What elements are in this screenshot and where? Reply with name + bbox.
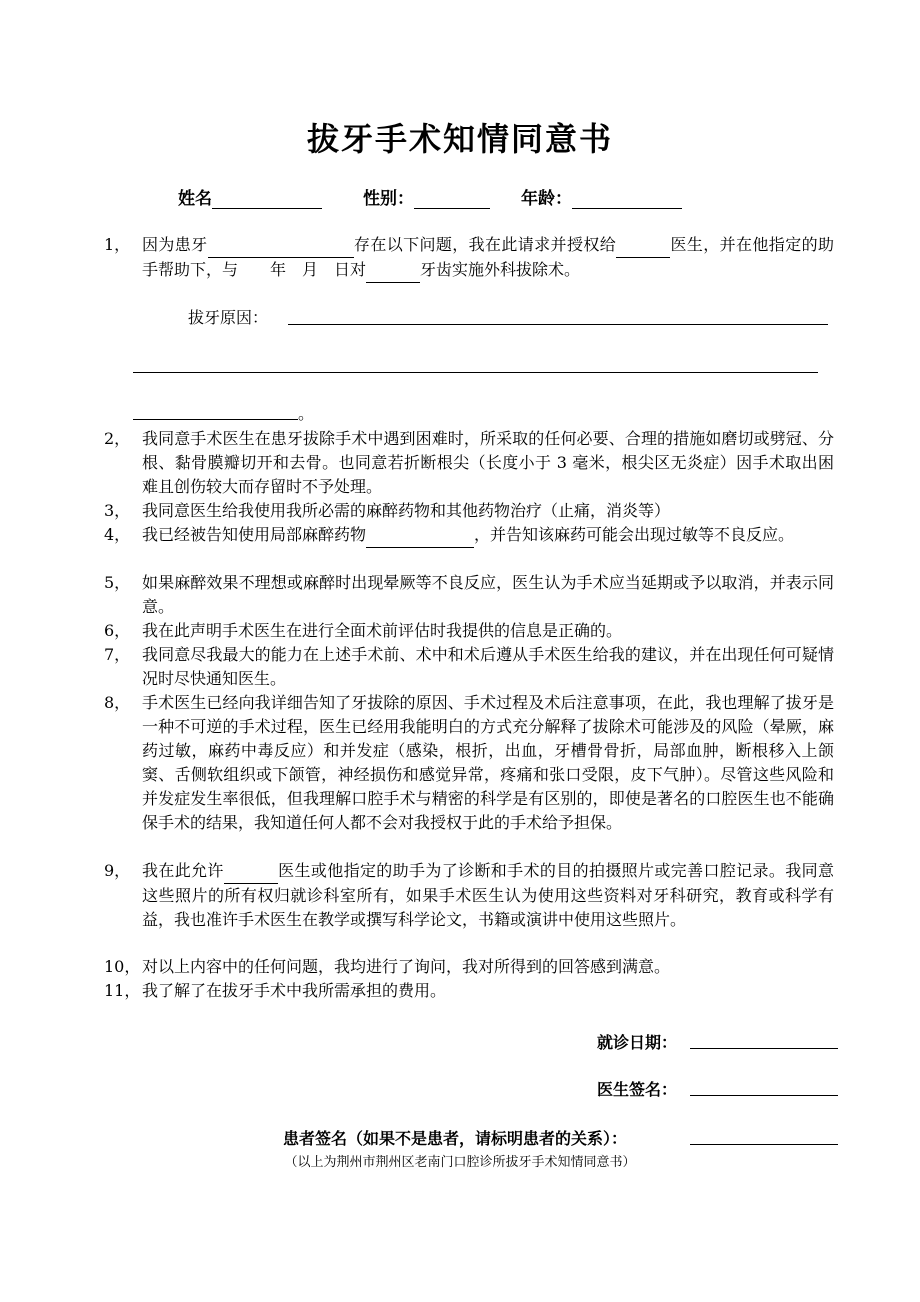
clause-5 <box>104 571 834 619</box>
clause-text: 存在以下问题，我在此请求并授权给 <box>353 235 617 254</box>
visit-date-field[interactable] <box>690 1048 838 1049</box>
clause-text: 对以上内容中的任何问题，我均进行了询问，我对所得到的回答感到满意。 <box>142 957 671 976</box>
clause-2 <box>104 427 834 499</box>
clause-text: 我同意手术医生在患牙拔除手术中遇到困难时，所采取的任何必要、合理的措施如磨切或劈冠、分根、黏骨膜瓣切开和去骨。也同意若折断根尖（长度小于 3 毫米，根尖区无炎症）因手术取出困难且创伤较大而存留时不予处理。 <box>142 429 834 496</box>
clause-number: 1， <box>104 235 131 254</box>
visit-date-row <box>597 1030 677 1053</box>
age-row <box>521 184 682 209</box>
doctor-signature-label: 医生签名： <box>597 1080 678 1099</box>
age-field[interactable] <box>572 190 682 209</box>
clause-text: 我已经被告知使用局部麻醉药物 <box>142 525 367 544</box>
gender-field[interactable] <box>414 190 490 209</box>
clause-number: 9， <box>104 861 131 880</box>
visit-date-label: 就诊日期： <box>597 1033 678 1052</box>
anesthetic-field[interactable] <box>366 523 474 548</box>
doctor-signature-field[interactable] <box>690 1095 838 1096</box>
clause-number: 2， <box>104 429 131 448</box>
clause-text: 手术医生已经向我详细告知了牙拔除的原因、手术过程及术后注意事项，在此，我也理解了拔牙是一种不可逆的手术过程，医生已经用我能明白的方式充分解释了拔除术可能涉及的风险（晕厥，麻药过敏，麻药中毒反应）和并发症（感染，根折，出血，牙槽骨骨折，局部血肿，断根移入上颌窦、舌侧软组织或下颌管，神经损伤和感觉异常，疼痛和张口受限，皮下气肿）。尽管这些风险和并发症发生率很低，但我理解口腔手术与精密的科学是有区别的，即使是著名的口腔医生也不能确保手术的结果，我知道任何人都不会对我授权于此的手术给予担保。 <box>142 693 834 832</box>
reason-line-2[interactable] <box>133 372 818 373</box>
doctor-field[interactable] <box>616 233 670 258</box>
clause-text: 我在此声明手术医生在进行全面术前评估时我提供的信息是正确的。 <box>142 621 623 640</box>
clause-7 <box>104 643 834 691</box>
reason-line-1[interactable] <box>288 324 828 325</box>
footer-note: （以上为荆州市荆州区老南门口腔诊所拔牙手术知情同意书） <box>284 1155 636 1170</box>
clause-number: 7， <box>104 645 131 664</box>
clause-number: 3， <box>104 501 131 520</box>
patient-signature-field[interactable] <box>690 1144 838 1145</box>
age-label: 年龄： <box>521 189 572 209</box>
clause-number: 8， <box>104 693 131 712</box>
clause-6 <box>104 619 834 643</box>
patient-signature-label: 患者签名（如果不是患者，请标明患者的关系）： <box>283 1129 628 1148</box>
reason-line-3[interactable] <box>133 419 298 420</box>
clause-11 <box>104 979 834 1003</box>
clause-1 <box>104 233 834 283</box>
clause-text: 医生或他指定的助手为了诊断和手术的目的拍摄照片或完善口腔记录。我同意这些照片的所有权归就诊科室所有，如果手术医生认为使用这些资料对牙科研究，教育或科学有益，我也准许手术医生在教学或撰写科学论文，书籍或演讲中使用这些照片。 <box>142 861 834 929</box>
clause-text: ，并告知该麻药可能会出现过敏等不良反应。 <box>474 525 795 544</box>
name-row <box>178 184 322 209</box>
clause-text: 如果麻醉效果不理想或麻醉时出现晕厥等不良反应，医生认为手术应当延期或予以取消，并表示同意。 <box>142 573 834 616</box>
clause-text: 我同意尽我最大的能力在上述手术前、术中和术后遵从手术医生给我的建议，并在出现任何可疑情况时尽快通知医生。 <box>142 645 834 688</box>
clause-4 <box>104 523 834 548</box>
clause-text: 我在此允许 <box>142 861 224 880</box>
clause-8 <box>104 691 834 835</box>
clause-number: 6， <box>104 621 131 640</box>
doctor-signature-row <box>597 1077 677 1100</box>
clause-text: 我同意医生给我使用我所必需的麻醉药物和其他药物治疗（止痛，消炎等） <box>142 501 671 520</box>
document-title: 拔牙手术知情同意书 <box>306 120 613 158</box>
clause-9 <box>104 859 834 932</box>
clause-text: 牙齿实施外科拔除术。 <box>420 260 581 279</box>
clause-number: 4， <box>104 525 131 544</box>
clause-text: 医生，并在他指定的助手帮助下，与 年 月 日对 <box>142 235 834 279</box>
clause-number: 10， <box>104 957 141 976</box>
reason-end: 。 <box>298 404 315 423</box>
clause-text: 我了解了在拔牙手术中我所需承担的费用。 <box>142 981 447 1000</box>
tooth-field[interactable] <box>208 233 354 258</box>
patient-signature-row <box>283 1126 627 1149</box>
gender-row <box>363 184 490 209</box>
photo-doctor-field[interactable] <box>224 859 278 884</box>
clause-10 <box>104 955 834 979</box>
clause-text: 因为患牙 <box>142 235 208 254</box>
clause-number: 5， <box>104 573 131 592</box>
clause-3 <box>104 499 834 523</box>
name-field[interactable] <box>212 190 322 209</box>
tooth-field-2[interactable] <box>366 258 420 283</box>
name-label: 姓名 <box>178 189 212 209</box>
reason-label: 拔牙原因： <box>188 308 269 327</box>
clause-number: 11， <box>104 981 141 1000</box>
gender-label: 性别： <box>363 189 414 209</box>
